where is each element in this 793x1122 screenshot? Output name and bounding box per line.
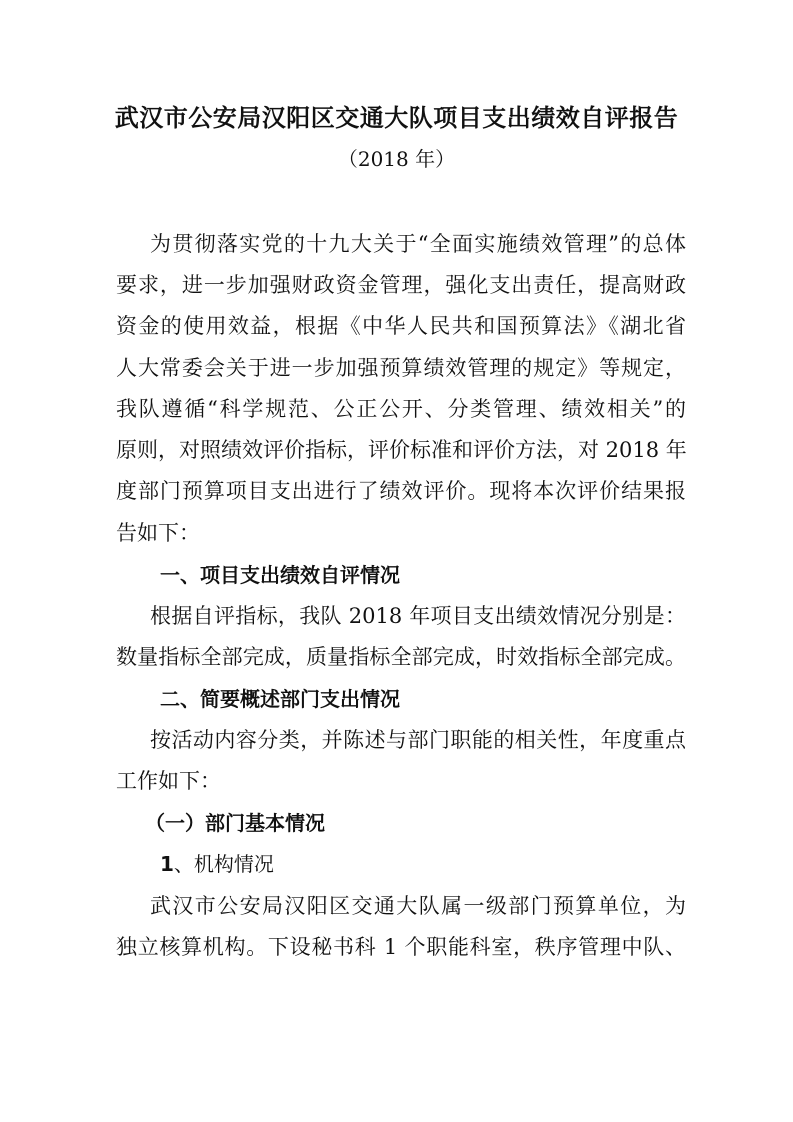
item-heading xyxy=(160,845,274,883)
item-heading-text: 、机构情况 xyxy=(173,852,274,876)
document-subtitle: （2018 年） xyxy=(337,147,456,171)
subsection-heading: （一）部门基本情况 xyxy=(145,811,325,835)
paragraph-line: 人大常委会关于进一步加强预算绩效管理的规定》等规定， xyxy=(116,356,686,380)
paragraph-line: 根据自评指标，我队 2018 年项目支出绩效情况分别是： xyxy=(150,604,686,628)
document-title: 武汉市公安局汉阳区交通大队项目支出绩效自评报告 xyxy=(114,104,679,132)
paragraph-line: 武汉市公安局汉阳区交通大队属一级部门预算单位，为 xyxy=(150,894,686,918)
section-heading: 二、简要概述部门支出情况 xyxy=(160,687,400,711)
item-heading-number: 1 xyxy=(160,852,174,876)
paragraph-line: 告如下： xyxy=(116,521,200,545)
paragraph-line: 数量指标全部完成，质量指标全部完成，时效指标全部完成。 xyxy=(116,645,686,669)
paragraph-line: 资金的使用效益，根据《中华人民共和国预算法》《湖北省 xyxy=(116,314,686,338)
paragraph-line: 独立核算机构。下设秘书科 1 个职能科室，秩序管理中队、 xyxy=(116,935,686,959)
paragraph-line: 我队遵循“科学规范、公正公开、分类管理、绩效相关”的 xyxy=(116,397,686,421)
paragraph-line: 度部门预算项目支出进行了绩效评价。现将本次评价结果报 xyxy=(116,479,686,503)
paragraph-line: 为贯彻落实党的十九大关于“全面实施绩效管理”的总体 xyxy=(150,232,686,256)
section-heading: 一、项目支出绩效自评情况 xyxy=(160,563,400,587)
paragraph-line: 原则，对照绩效评价指标，评价标准和评价方法，对 2018 年 xyxy=(116,438,687,462)
paragraph-line: 要求，进一步加强财政资金管理，强化支出责任，提高财政 xyxy=(116,273,686,297)
paragraph-line: 工作如下： xyxy=(116,769,221,793)
paragraph-line: 按活动内容分类，并陈述与部门职能的相关性，年度重点 xyxy=(150,728,686,752)
